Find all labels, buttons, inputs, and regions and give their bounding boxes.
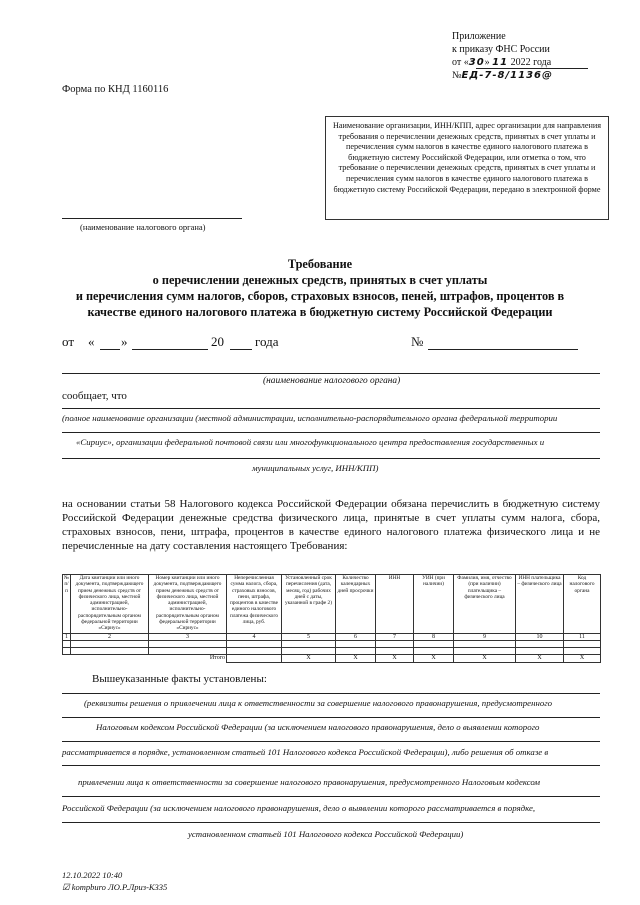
column-number: 5 (282, 634, 336, 641)
x-mark: X (336, 655, 376, 663)
tax-authority-caption-2: (наименование налогового органа) (263, 376, 401, 386)
footer-timestamp: 12.10.2022 10:40 (62, 870, 123, 880)
organization-box-text: Наименование организации, ИНН/КПП, адрес организации для направления требования о перечислении денежных средств, принятых в счет уплаты и перечисления сумм налогов в качестве единого налогового платежа в бюджетную систему Российской Федерации, или отметка о том, что требование о перечислении денежных средств, принятых в счет уплаты и перечисления сумм налогов в качестве единого налогового платежа в бюджетную систему Российской Федерации, передано в электронной форме (332, 121, 601, 194)
handwritten-day: 30 (468, 57, 485, 68)
table-header-cell: Код налогового органа (564, 575, 601, 634)
table-header-cell: ИНН плательщика – физического лица (516, 575, 564, 634)
annex-number: №ЕД-7-8/1136@ (452, 70, 553, 81)
decision-caption-line-4: привлечении лица к ответственности за совершение налогового правонарушения, предусмотренного Налоговым кодексом (78, 777, 541, 787)
column-number: 1 (63, 634, 71, 641)
decision-caption-line-1: (реквизиты решения о привлечении лица к ответственности за совершение налогового правонарушения, предусмотренного (84, 698, 553, 708)
x-mark: X (414, 655, 454, 663)
table-header-cell: Неперечисленная сумма налога, сбора, страховых взносов, пени, штрафа, процентов в качестве единого налогового платежа физического лица, руб. (227, 575, 282, 634)
date-century: 20 (211, 334, 224, 349)
date-year-word: года (255, 334, 279, 349)
column-number: 2 (71, 634, 149, 641)
handwritten-month: 11 (492, 57, 509, 68)
facts-established: Вышеуказанные факты установлены: (92, 673, 267, 685)
number-sign: № (411, 334, 424, 349)
table-header-row (63, 575, 601, 634)
decision-caption-line-3: рассматривается в порядке, установленном статьей 101 Налогового кодекса Российской Федерации), либо решения об отказе в (62, 747, 549, 757)
x-mark: X (564, 655, 601, 663)
annex-line-2: к приказу ФНС России (452, 44, 550, 55)
org-caption-line-3: муниципальных услуг, ИНН/КПП) (252, 463, 379, 473)
annex-line-1: Приложение (452, 31, 506, 42)
decision-caption-line-2: Налоговым кодексом Российской Федерации (за исключением налогового правонарушения, дело о выявлении которого (96, 722, 540, 732)
column-number: 11 (564, 634, 601, 641)
table-total-row (63, 655, 601, 663)
column-number: 7 (376, 634, 414, 641)
column-number: 6 (336, 634, 376, 641)
date-from: от (62, 334, 75, 349)
x-mark: X (454, 655, 516, 663)
table-header-cell: № п/п (63, 575, 71, 634)
title-line-1: Требование (287, 257, 353, 271)
title-line-2: о перечислении денежных средств, принятых в счет уплаты (152, 273, 488, 287)
form-code: Форма по КНД 1160116 (62, 84, 169, 95)
table-header-cell: Количество календарных дней просрочки (336, 575, 376, 634)
title-line-4: качестве единого налогового платежа в бюджетную систему Российской Федерации (87, 305, 553, 319)
table-number-row (63, 634, 601, 641)
total-label: Итого (63, 655, 227, 663)
column-number: 9 (454, 634, 516, 641)
footer-system: ☑ kompburo ЛО.Р.Лриз-К335 (62, 882, 168, 892)
organization-box (325, 116, 609, 220)
date-open-quote: « (88, 334, 95, 349)
column-number: 3 (149, 634, 227, 641)
payments-table (62, 574, 601, 663)
tax-authority-caption: (наименование налогового органа) (80, 222, 206, 232)
decision-caption-line-5: Российской Федерации (за исключением налогового правонарушения, дело о выявлении которого рассматривается в порядке, (62, 803, 536, 813)
table-header-cell: Дата квитанции или иного документа, подтверждающего прием денежных средств от физического лица, местной администрацией, исполнительно-распорядительным органом федеральной территории «Сириус» (71, 575, 149, 634)
title-line-3: и перечисления сумм налогов, сборов, страховых взносов, пеней, штрафов, процентов в (75, 289, 565, 303)
x-mark: X (376, 655, 414, 663)
reports-that: сообщает, что (62, 390, 127, 402)
document-title (40, 256, 600, 320)
table-header-cell: Фамилия, имя, отчество (при наличии) плательщика – физического лица (454, 575, 516, 634)
org-caption-line-1: (полное наименование организации (местной администрации, исполнительно-распорядительного органа федеральной территории (62, 413, 558, 423)
table-header-cell: УИН (при наличии) (414, 575, 454, 634)
date-line (62, 334, 74, 350)
table-row (63, 648, 601, 655)
column-number: 10 (516, 634, 564, 641)
date-close-quote: » (121, 334, 128, 349)
annex-date: от «30» 11 2022 года (452, 57, 552, 68)
x-mark: X (516, 655, 564, 663)
x-mark: X (282, 655, 336, 663)
handwritten-number: ЕД-7-8/1136@ (461, 70, 553, 81)
decision-caption-line-6: установленном статьей 101 Налогового кодекса Российской Федерации) (188, 829, 464, 839)
column-number: 4 (227, 634, 282, 641)
body-paragraph: на основании статьи 58 Налогового кодекса Российской Федерации обязана перечислить в бюджетную систему Российской Федерации денежные средства физического лица, принятые в счет уплаты сумм налога, сбора, страховых взносов, пени, штрафа, процентов в качестве единого налогового платежа физического лица и не перечисленные на дату составления настоящего Требования: (62, 498, 600, 552)
annex-block (452, 30, 553, 82)
table-header-cell: ИНН (376, 575, 414, 634)
table-header-cell: Установленный срок перечисления (дата, месяц, год) рабочих дней с даты, указанной в графе 2) (282, 575, 336, 634)
org-caption-line-2: «Сириус», организации федеральной почтовой связи или многофункционального центра предоставления государственных и (76, 437, 545, 447)
table-row (63, 641, 601, 648)
table-header-cell: Номер квитанции или иного документа, подтверждающего прием денежных средств от физического лица, местной администрацией, исполнительно-распорядительным органом федеральной территории «Сириус» (149, 575, 227, 634)
column-number: 8 (414, 634, 454, 641)
